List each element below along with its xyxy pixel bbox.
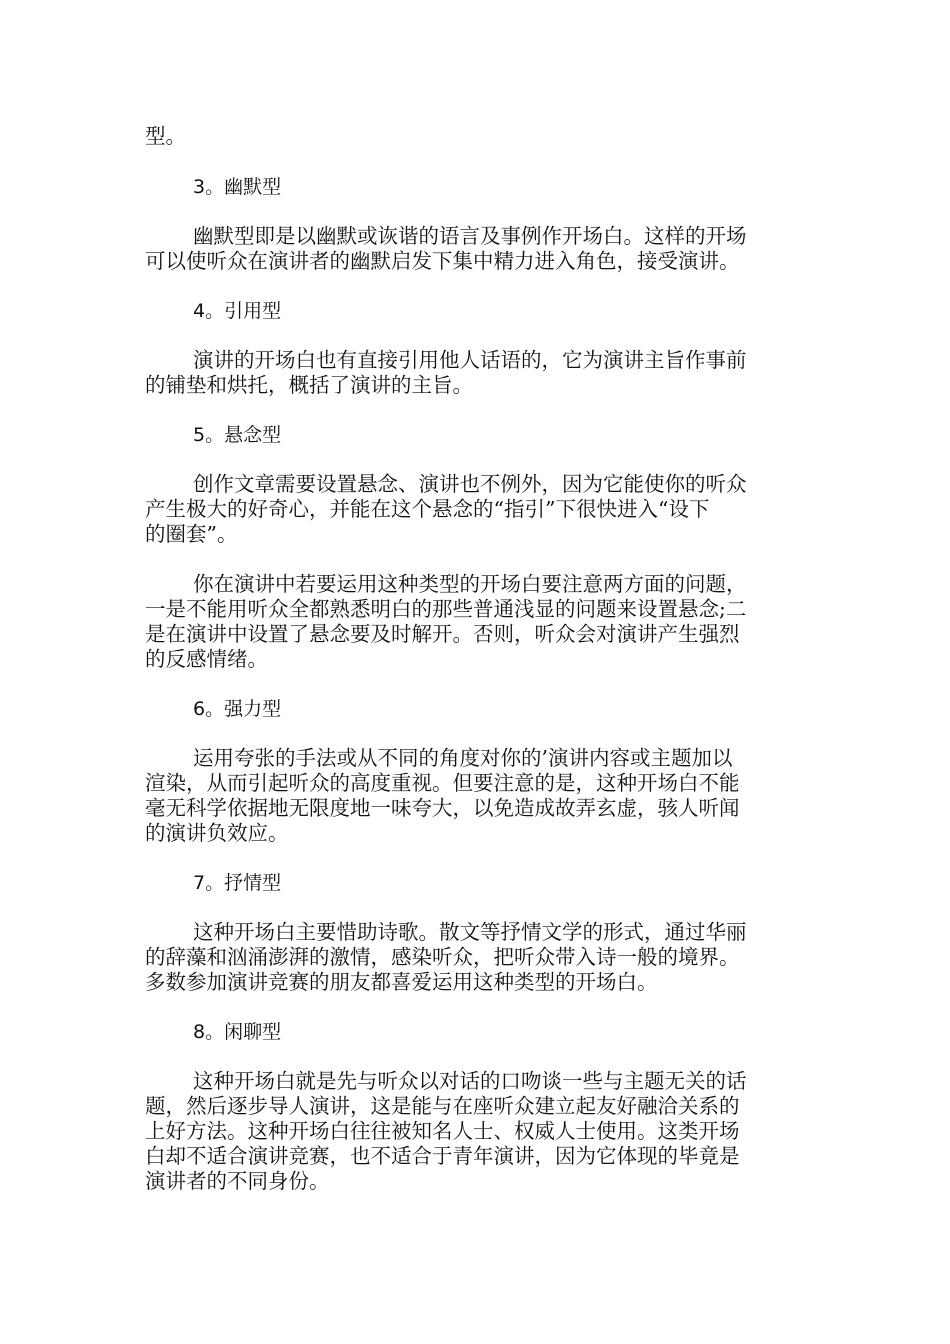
text-line: 幽默型即是以幽默或诙谐的语言及事例作开场白。这样的开场 bbox=[193, 224, 747, 248]
section-heading-lyric: 7。抒情型 bbox=[193, 872, 282, 894]
text-line: 产生极大的好奇心，并能在这个悬念的“指引”下很快进入“设下 bbox=[145, 497, 710, 521]
section-heading-suspense: 5。悬念型 bbox=[193, 424, 282, 446]
text-line: 的演讲负效应。 bbox=[145, 821, 289, 845]
text-line: 型。 bbox=[145, 124, 186, 148]
section-heading-humor: 3。幽默型 bbox=[193, 176, 282, 198]
paragraph-humor bbox=[145, 224, 813, 274]
text-line: 的反感情绪。 bbox=[145, 647, 268, 671]
text-line: 创作文章需要设置悬念、演讲也不例外，因为它能使你的听众 bbox=[193, 472, 747, 496]
text-line: 可以使听众在演讲者的幽默启发下集中精力进入角色，接受演讲。 bbox=[145, 249, 740, 273]
text-line: 的圈套”。 bbox=[145, 522, 238, 546]
paragraph-lyric bbox=[145, 920, 813, 995]
paragraph-suspense-1 bbox=[145, 472, 813, 547]
text-line: 演讲者的不同身份。 bbox=[145, 1169, 330, 1193]
text-line: 这种开场白就是先与听众以对话的口吻谈一些与主题无关的话 bbox=[193, 1069, 747, 1093]
text-line: 运用夸张的手法或从不同的角度对你的’演讲内容或主题加以 bbox=[193, 746, 733, 770]
text-line: 白却不适合演讲竞赛，也不适合于青年演讲，因为它体现的毕竟是 bbox=[145, 1144, 740, 1168]
text-line: 这种开场白主要惜助诗歌。散文等抒情文学的形式，通过华丽 bbox=[193, 920, 747, 944]
text-line: 多数参加演讲竞赛的朋友都喜爱运用这种类型的开场白。 bbox=[145, 970, 658, 994]
text-line: 题，然后逐步导人演讲，这是能与在座听众建立起友好融洽关系的 bbox=[145, 1094, 740, 1118]
text-line: 的辞藻和汹涌澎湃的激情，感染听众，把听众带入诗一般的境界。 bbox=[145, 945, 740, 969]
paragraph-quote bbox=[145, 348, 813, 398]
paragraph-suspense-2 bbox=[145, 572, 813, 672]
text-line: 渲染，从而引起听众的高度重视。但要注意的是，这种开场白不能 bbox=[145, 771, 740, 795]
text-line: 毫无科学依据地无限度地一味夸大，以免造成故弄玄虚，骇人听闻 bbox=[145, 796, 740, 820]
text-line: 上好方法。这种开场白往往被知名人士、权威人士使用。这类开场 bbox=[145, 1119, 740, 1143]
text-line: 是在演讲中设置了悬念要及时解开。否则，听众会对演讲产生强烈 bbox=[145, 622, 740, 646]
section-heading-quote: 4。引用型 bbox=[193, 300, 282, 322]
paragraph-chat bbox=[145, 1069, 813, 1194]
section-heading-chat: 8。闲聊型 bbox=[193, 1021, 282, 1043]
text-line: 的铺垫和烘托，概括了演讲的主旨。 bbox=[145, 373, 473, 397]
text-line: 你在演讲中若要运用这种类型的开场白要注意两方面的问题， bbox=[193, 572, 747, 596]
text-line: 一是不能用听众全都熟悉明白的那些普通浅显的问题来设置悬念;二 bbox=[145, 597, 747, 621]
paragraph-strong bbox=[145, 746, 813, 846]
paragraph-type-continuation bbox=[145, 124, 813, 149]
text-line: 演讲的开场白也有直接引用他人话语的，它为演讲主旨作事前 bbox=[193, 348, 747, 372]
section-heading-strong: 6。强力型 bbox=[193, 698, 282, 720]
